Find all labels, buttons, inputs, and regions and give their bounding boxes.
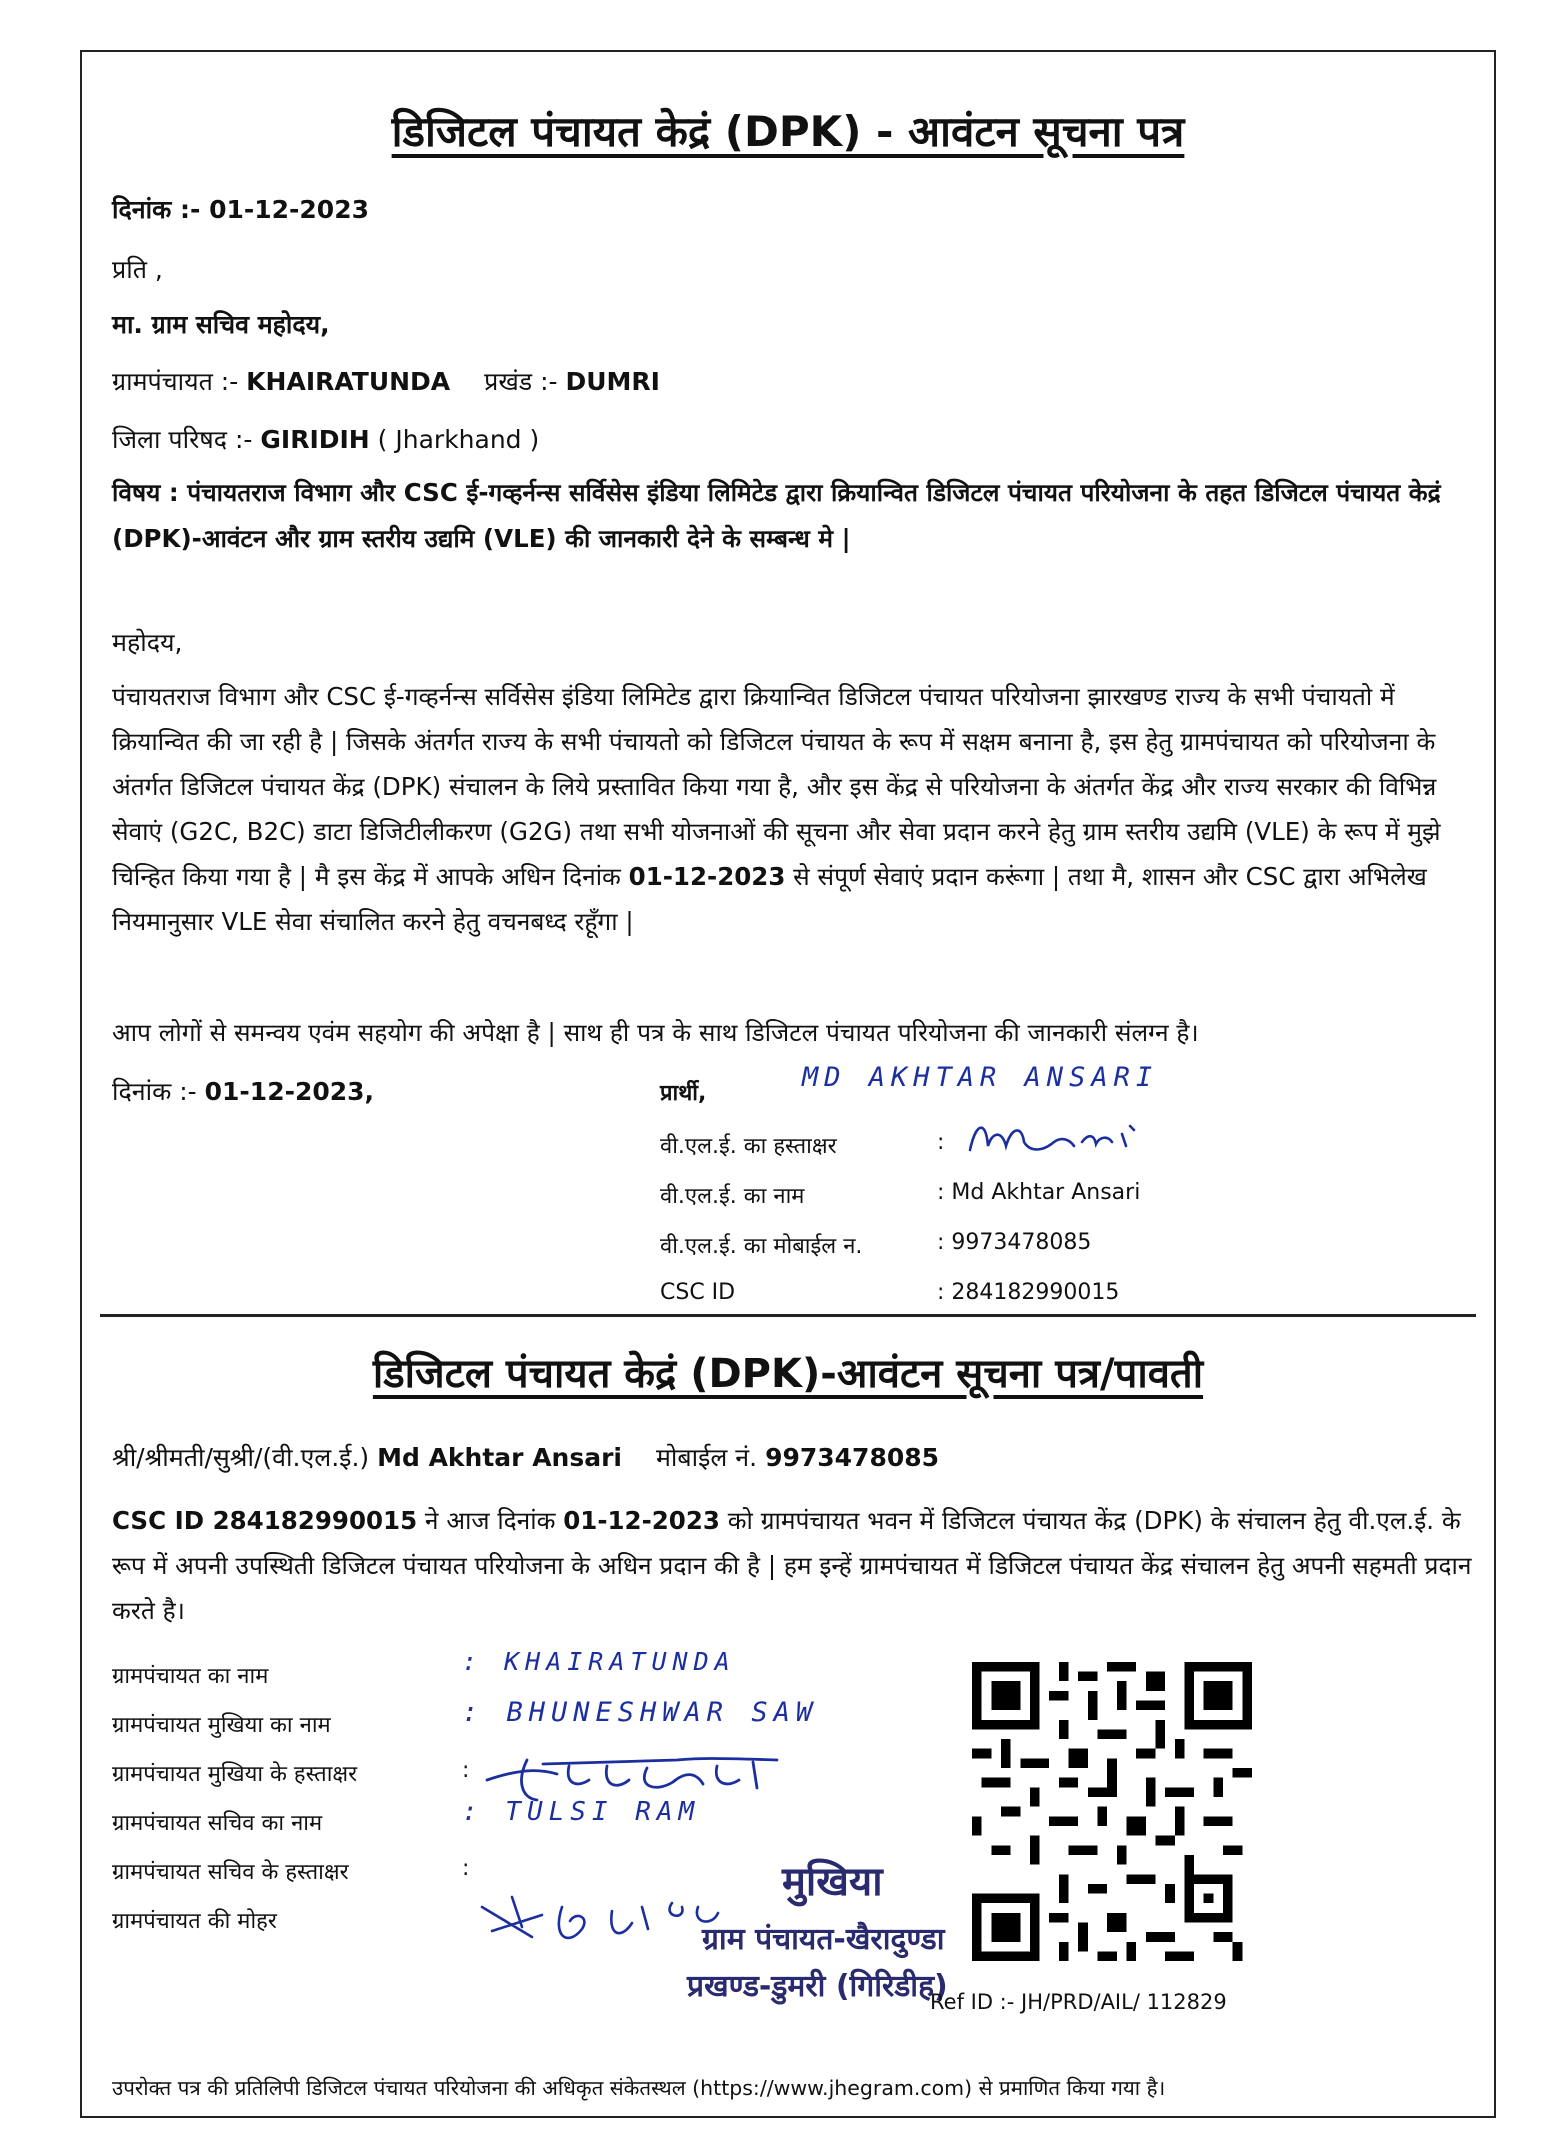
csc-id-label: CSC ID xyxy=(660,1280,736,1305)
row-mukhiya-name-label: ग्रामपंचायत मुखिया का नाम xyxy=(112,1713,331,1738)
body-date: 01-12-2023 xyxy=(628,862,786,891)
row-mukhiya-sign-colon: : xyxy=(462,1758,470,1783)
receipt-date: 01-12-2023 xyxy=(563,1506,720,1535)
receipt-paragraph xyxy=(112,1498,1472,1633)
vle-mobile-label: वी.एल.ई. का मोबाईल न. xyxy=(660,1234,863,1259)
vle-name-label: वी.एल.ई. का नाम xyxy=(660,1184,805,1209)
footer-date-label: दिनांक :- xyxy=(112,1077,205,1106)
receipt-csc-id: CSC ID 284182990015 xyxy=(112,1506,418,1535)
state-label: ( Jharkhand ) xyxy=(369,425,540,454)
gp-line xyxy=(112,364,660,398)
ref-id: Ref ID :- JH/PRD/AIL/ 112829 xyxy=(930,1990,1227,2014)
row-secretary-sign-label: ग्रामपंचायत सचिव के हस्ताक्षर xyxy=(112,1860,349,1885)
row-secretary-sign-colon: : xyxy=(462,1856,470,1881)
row-mukhiya-sign-label: ग्रामपंचायत मुखिया के हस्ताक्षर xyxy=(112,1762,358,1787)
person-prefix: श्री/श्रीमती/सुश्री/(वी.एल.ई.) xyxy=(112,1443,378,1472)
page-title: डिजिटल पंचायत केद्रं (DPK) - आवंटन सूचना पत्र xyxy=(391,107,1185,156)
row-gp-name-value: : KHAIRATUNDA xyxy=(462,1647,736,1676)
vle-mobile-value: : 9973478085 xyxy=(937,1230,1092,1255)
person-name: Md Akhtar Ansari xyxy=(377,1443,622,1472)
to-line: प्रति , xyxy=(112,255,163,284)
district-label: जिला परिषद :- xyxy=(112,425,261,454)
row-seal-label: ग्रामपंचायत की मोहर xyxy=(112,1909,277,1934)
letter-date: दिनांक :- 01-12-2023 xyxy=(112,195,369,224)
stamp-line-1: मुखिया xyxy=(782,1859,883,1905)
mobile-label: मोबाईल नं. xyxy=(655,1443,766,1472)
row-mukhiya-name-value: : BHUNESHWAR SAW xyxy=(462,1697,819,1728)
qr-code xyxy=(972,1659,1252,1964)
body-part1: पंचायतराज विभाग और CSC ई-गव्हर्नन्स सर्विसेस इंडिया लिमिटेड द्वारा क्रियान्वित डिजिटल पंचायत परियोजना झारखण्ड राज्य के सभी पंचायतो में क्रियान्वित की जा रही है | जिसके अंतर्गत राज्य के सभी पंचायतो को डिजिटल पंचायत के रूप में सक्षम बनाना है, इस हेतु ग्रामपंचायत को परियोजना के अंतर्गत डिजिटल पंचायत केंद्र (DPK) संचालन के लिये प्रस्तावित किया गया है, और इस केंद्र से परियोजना के अंतर्गत केंद्र और राज्य सरकार की विभिन्न सेवाएं (G2C, B2C) डाटा डिजिटीलीकरण (G2G) तथा सभी योजनाओं की सूचना और सेवा प्रदान करने हेतु ग्राम स्तरीय उद्यमि (VLE) के रूप में मुझे चिन्हित किया गया है | मै इस केंद्र में आपके अधिन दिनांक xyxy=(112,682,1441,891)
receipt-person-line xyxy=(112,1440,939,1474)
district-value: GIRIDIH xyxy=(260,425,370,454)
vle-signature xyxy=(962,1112,1162,1162)
row-secretary-name-label: ग्रामपंचायत सचिव का नाम xyxy=(112,1811,323,1836)
salutation: महोदय, xyxy=(112,628,183,657)
request-line: आप लोगों से समन्वय एवंम सहयोग की अपेक्षा है | साथ ही पत्र के साथ डिजिटल पंचायत परियोजना की जानकारी संलग्न है। xyxy=(112,1018,1199,1047)
subject: विषय : पंचायतराज विभाग और CSC ई-गव्हर्नन्स सर्विसेस इंडिया लिमिटेड द्वारा क्रियान्वित डिजिटल पंचायत परियोजना के तहत डिजिटल पंचायत केद्रं (DPK)-आवंटन और ग्राम स्तरीय उद्यमि (VLE) की जानकारी देने के सम्बन्ध मे | xyxy=(112,478,1441,553)
document-frame xyxy=(80,50,1496,2118)
vle-sign-colon: : xyxy=(937,1130,945,1155)
body-part2: से संपूर्ण सेवाएं प्रदान करूंगा | तथा मै, शासन और CSC द्वारा अभिलेख नियमानुसार VLE सेवा संचालित करने हेतु वचनबध्द रहूँगा | xyxy=(112,862,1427,936)
stamp-line-3: प्रखण्ड-डुमरी (गिरिडीह) xyxy=(687,1969,948,2004)
block-value: DUMRI xyxy=(565,367,660,396)
stamp-line-2: ग्राम पंचायत-खैरादुण्डा xyxy=(702,1922,945,1957)
addressee: मा. ग्राम सचिव महोदय, xyxy=(112,310,330,339)
mobile-value: 9973478085 xyxy=(765,1443,940,1472)
row-gp-name-label: ग्रामपंचायत का नाम xyxy=(112,1664,269,1689)
vle-sign-label: वी.एल.ई. का हस्ताक्षर xyxy=(660,1134,837,1159)
receipt-title: डिजिटल पंचायत केद्रं (DPK)-आवंटन सूचना पत्र/पावती xyxy=(372,1351,1204,1397)
receipt-text-1: ने आज दिनांक xyxy=(417,1506,564,1535)
applicant-handwritten-name: MD AKHTAR ANSARI xyxy=(802,1062,1159,1093)
row-secretary-name-value: : TULSI RAM xyxy=(462,1797,701,1827)
receipt-text-2: को ग्रामपंचायत भवन में डिजिटल पंचायत केंद्र (DPK) के संचालन हेतु वी.एल.ई. के रूप में अपनी उपस्थिती डिजिटल पंचायत परियोजना के अधिन प्रदान की है | हम इन्हें ग्रामपंचायत में डिजिटल पंचायत केंद्र संचालन हेतु अपनी सहमती प्रदान करते है। xyxy=(112,1506,1472,1625)
vle-name-value: : Md Akhtar Ansari xyxy=(937,1180,1141,1205)
footer-note: उपरोक्त पत्र की प्रतिलिपी डिजिटल पंचायत परियोजना की अधिकृत संकेतस्थल (https://www.jhegram.com) से प्रमाणित किया गया है। xyxy=(112,2076,1166,2100)
body-paragraph xyxy=(112,674,1472,944)
gp-value: KHAIRATUNDA xyxy=(246,367,451,396)
section-divider xyxy=(100,1314,1476,1317)
applicant-label: प्रार्थी, xyxy=(660,1081,707,1106)
footer-date xyxy=(112,1074,374,1108)
district-line xyxy=(112,422,539,456)
gp-label: ग्रामपंचायत :- xyxy=(112,367,247,396)
block-label: प्रखंड :- xyxy=(484,367,566,396)
csc-id-value: : 284182990015 xyxy=(937,1280,1120,1305)
footer-date-value: 01-12-2023, xyxy=(204,1077,375,1106)
